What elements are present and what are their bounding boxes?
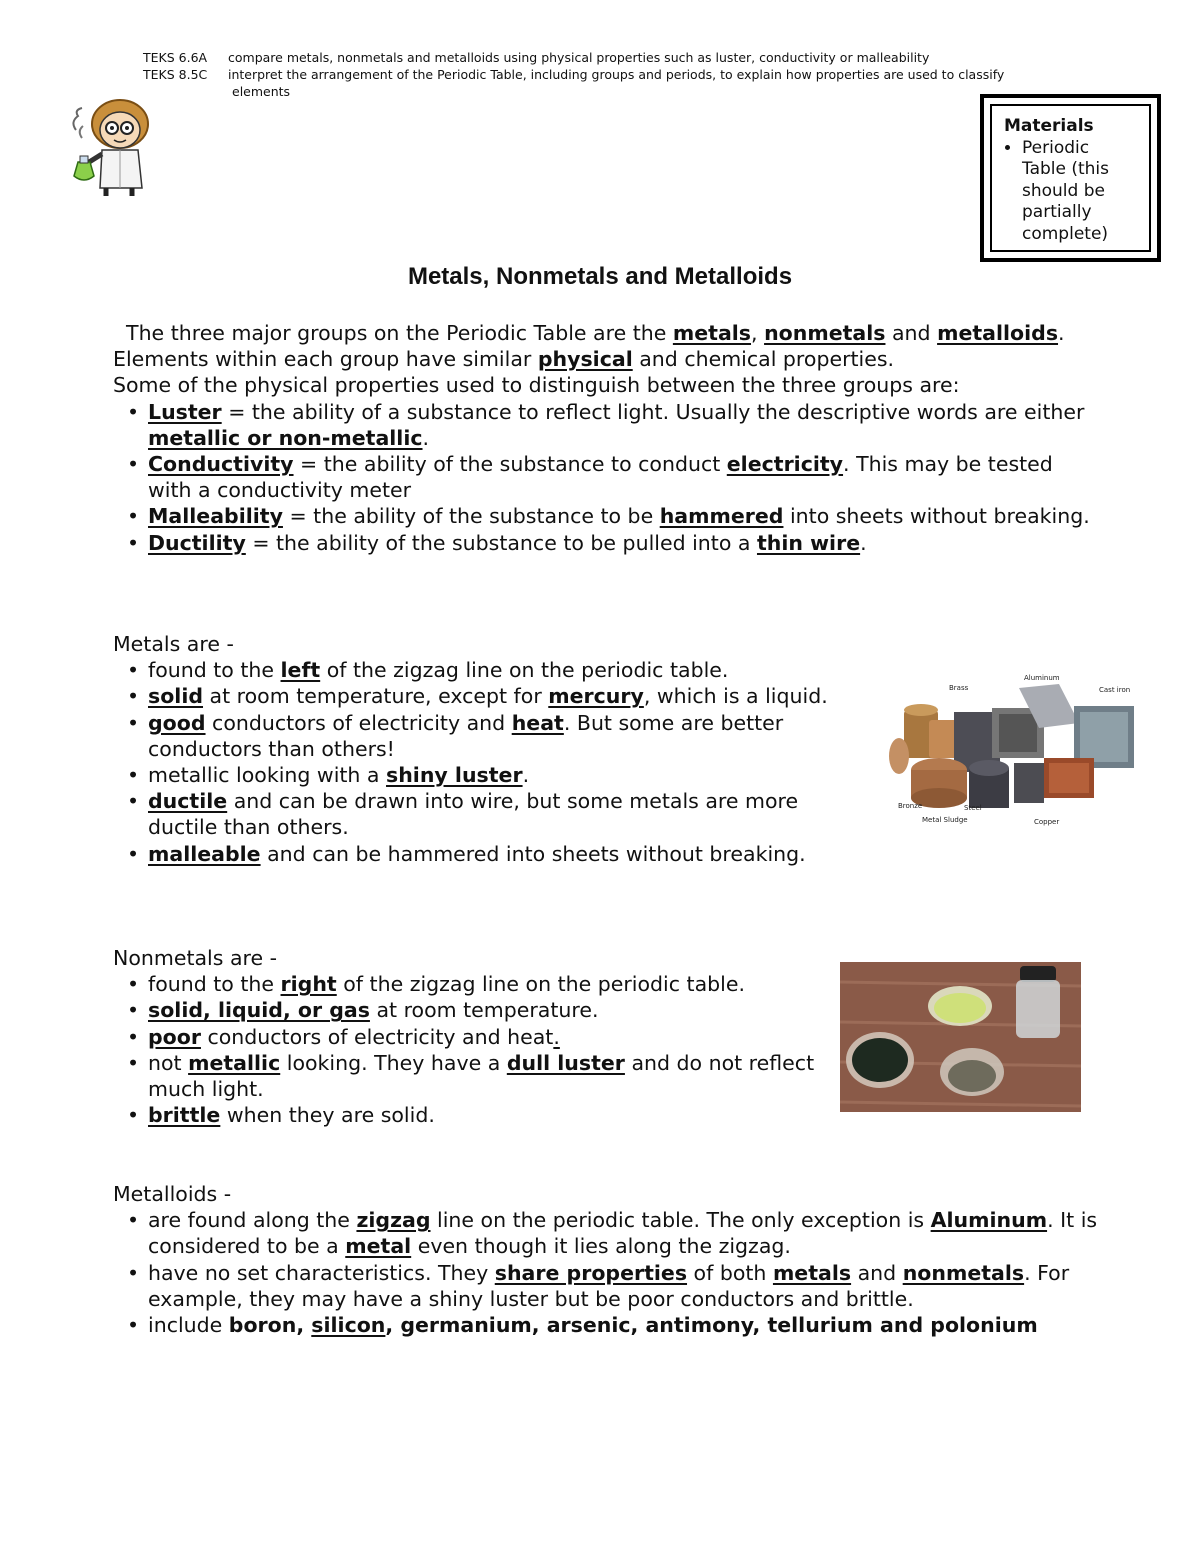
scientist-clipart (66, 90, 156, 198)
label-steel: Steel (964, 804, 982, 812)
page-title: Metals, Nonmetals and Metalloids (407, 263, 793, 290)
materials-item: • Periodic Table (this should be partially complete) (1022, 138, 1137, 246)
metalloids-heading: Metalloids - (113, 1182, 232, 1206)
label-cast-iron: Cast iron (1099, 686, 1131, 694)
intro-paragraph: The three major groups on the Periodic Table are the metals, nonmetals and metalloids. Elements within each group have similar physical and chemical properties. (113, 321, 1065, 372)
nonmetals-photo (840, 962, 1081, 1112)
nonmetals-section (113, 945, 833, 1128)
intro-lead-in: Some of the physical properties used to distinguish between the three groups are: (113, 373, 960, 398)
nonmetals-heading: Nonmetals are - (113, 946, 278, 970)
metals-bullet-location: • found to the left of the zigzag line on the periodic table. (113, 657, 873, 683)
property-conductivity: • Conductivity = the ability of the substance to conduct electricity. This may be tested with a conductivity meter (113, 451, 1098, 503)
metals-heading: Metals are - (113, 632, 234, 656)
materials-list (1004, 138, 1137, 246)
intro-section (113, 320, 1098, 556)
teks-standards (143, 49, 1004, 100)
teks-line-2-cont: elements (232, 84, 291, 99)
metals-bullet-luster: • metallic looking with a shiny luster. (113, 762, 873, 788)
property-ductility: • Ductility = the ability of the substance to be pulled into a thin wire. (113, 530, 1098, 556)
metals-bullet-state: • solid at room temperature, except for mercury, which is a liquid. (113, 683, 873, 709)
property-luster: • Luster = the ability of a substance to reflect light. Usually the descriptive words are either metallic or non-metallic. (113, 399, 1098, 451)
label-aluminum: Aluminum (1024, 674, 1060, 682)
nonmetals-bullet-luster: • not metallic looking. They have a dull luster and do not reflect much light. (113, 1050, 833, 1102)
metals-section (113, 631, 873, 867)
term-metals: metals (672, 321, 752, 345)
materials-box (980, 94, 1161, 262)
term-nonmetals: nonmetals (764, 321, 886, 345)
nonmetals-bullet-conductors: • poor conductors of electricity and heat. (113, 1024, 833, 1050)
label-brass: Brass (949, 684, 969, 692)
nonmetals-bullet-location: • found to the right of the zigzag line on the periodic table. (113, 971, 833, 997)
metals-bullet-malleable: • malleable and can be hammered into sheets without breaking. (113, 841, 948, 867)
label-copper: Copper (1034, 818, 1060, 826)
metals-photo (884, 668, 1150, 830)
metalloids-section (113, 1181, 1098, 1338)
label-metal-sludge: Metal Sludge (922, 816, 968, 824)
label-bronze: Bronze (898, 802, 923, 810)
metals-bullet-ductile: • ductile and can be drawn into wire, but some metals are more ductile than others. (113, 788, 873, 840)
metals-bullet-conductors: • good conductors of electricity and heat. But some are better conductors than others! (113, 710, 873, 762)
materials-heading: Materials (1004, 116, 1094, 136)
nonmetals-bullet-state: • solid, liquid, or gas at room temperature. (113, 997, 833, 1023)
metalloids-bullet-examples: • include boron, silicon, germanium, arsenic, antimony, tellurium and polonium (113, 1312, 1098, 1338)
nonmetals-bullet-brittle: • brittle when they are solid. (113, 1102, 833, 1128)
term-physical: physical (537, 347, 633, 372)
property-malleability: • Malleability = the ability of the substance to be hammered into sheets without breaking. (113, 503, 1098, 529)
teks-line-1: TEKS 6.6A compare metals, nonmetals and metalloids using physical properties such as luster, conductivity or malleability (143, 50, 930, 65)
metalloids-bullet-location: • are found along the zigzag line on the periodic table. The only exception is Aluminum. It is considered to be a metal even though it lies along the zigzag. (113, 1207, 1098, 1259)
term-metalloids: metalloids (937, 321, 1059, 345)
teks-line-2: TEKS 8.5C interpret the arrangement of the Periodic Table, including groups and periods, to explain how properties are used to classify (143, 67, 1005, 82)
materials-inner (990, 104, 1151, 252)
metalloids-bullet-properties: • have no set characteristics. They share properties of both metals and nonmetals. For example, they may have a shiny luster but be poor conductors and brittle. (113, 1260, 1098, 1312)
